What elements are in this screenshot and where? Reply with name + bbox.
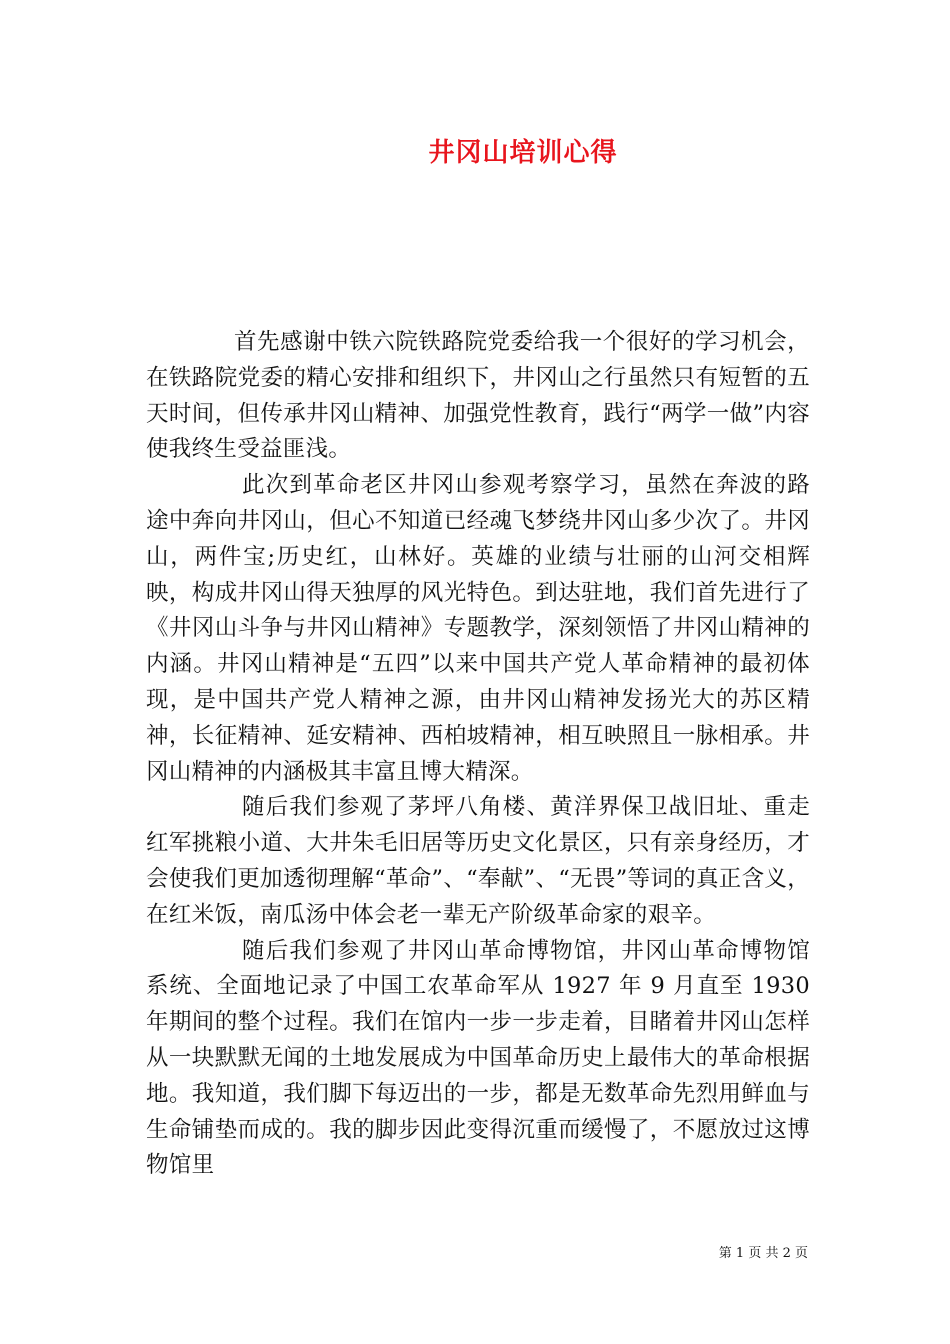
document-body — [146, 325, 810, 1184]
document-title: 井冈山培训心得 — [428, 138, 618, 168]
page-number-footer: 第 1 页 共 2 页 — [718, 1246, 808, 1261]
paragraph-2: 此次到革命老区井冈山参观考察学习，虽然在奔波的路途中奔向井冈山，但心不知道已经魂飞梦绕井冈山多少次了。井冈山，两件宝;历史红，山林好。英雄的业绩与壮丽的山河交相辉映，构成井冈山得天独厚的风光特色。到达驻地，我们首先进行了《井冈山斗争与井冈山精神》专题教学，深刻领悟了井冈山精神的内涵。井冈山精神是“五四”以来中国共产党人革命精神的最初体现，是中国共产党人精神之源，由井冈山精神发扬光大的苏区精神，长征精神、延安精神、西柏坡精神，相互映照且一脉相承。井冈山精神的内涵极其丰富且博大精深。 — [146, 472, 810, 785]
paragraph-3: 随后我们参观了茅坪八角楼、黄洋界保卫战旧址、重走红军挑粮小道、大井朱毛旧居等历史文化景区，只有亲身经历，才会使我们更加透彻理解“革命”、“奉献”、“无畏”等词的真正含义，在红米饭，南瓜汤中体会老一辈无产阶级革命家的艰辛。 — [146, 794, 810, 928]
paragraph-1: 首先感谢中铁六院铁路院党委给我一个很好的学习机会，在铁路院党委的精心安排和组织下，井冈山之行虽然只有短暂的五天时间，但传承井冈山精神、加强党性教育，践行“两学一做”内容使我终生受益匪浅。 — [146, 329, 810, 463]
paragraph-4: 随后我们参观了井冈山革命博物馆，井冈山革命博物馆系统、全面地记录了中国工农革命军从 1927 年 9 月直至 1930 年期间的整个过程。我们在馆内一步一步走着，目睹着井冈山怎样从一块默默无闻的土地发展成为中国革命历史上最伟大的革命根据地。我知道，我们脚下每迈出的一步，都是无数革命先烈用鲜血与生命铺垫而成的。我的脚步因此变得沉重而缓慢了，不愿放过这博物馆里 — [146, 937, 810, 1179]
